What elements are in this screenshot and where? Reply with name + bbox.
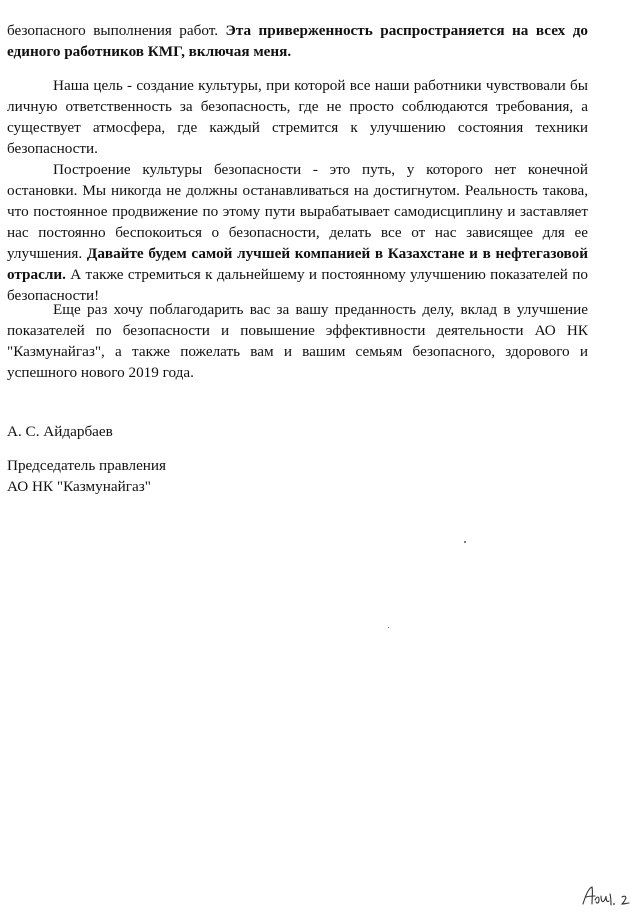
paragraph-3 [7,159,588,306]
paragraph-3-bold-text: Давайте будем самой лучшей компанией в Казахстане и в нефтегазовой отрасли. [7,245,588,283]
signatory-title-line-2: АО НК "Казмунайгаз" [7,478,151,495]
paragraph-4-text: Еще раз хочу поблагодарить вас за вашу преданность делу, вклад в улучшение показателей по безопасности и повышение эффективности деятельности АО НК "Казмунайгаз", а также пожелать вам и вашим семьям безопасного, здорового и успешного нового 2019 года. [7,301,588,381]
scan-speck [464,541,466,543]
handwritten-initials-icon [580,884,634,908]
paragraph-2 [7,75,588,159]
paragraph-2-text: Наша цель - создание культуры, при которой все наши работники чувствовали бы личную ответственность за безопасность, где не просто соблюдаются требования, а существует атмосфера, где каждый стремится к улучшению состояния техники безопасности. [7,77,588,157]
scan-speck [388,627,389,628]
paragraph-1-text: безопасного выполнения работ. [7,22,226,39]
paragraph-3-text-b: А также стремиться к дальнейшему и постоянному улучшению показателей по безопасности! [7,266,588,304]
paragraph-4 [7,299,588,383]
paragraph-3-text-a: Построение культуры безопасности - это путь, у которого нет конечной остановки. Мы никогда не должны останавливаться на достигнутом. Реальность такова, что постоянное продвижение по этому пути вырабатывает самодисциплину и заставляет нас постоянно беспокоиться о безопасности, делать все от нас зависящее для ее улучшения. [7,161,588,262]
signatory-title-line-1: Председатель правления [7,457,167,474]
paragraph-1 [7,20,588,62]
paragraph-1-bold-text: Эта приверженность распространяется на всех до единого работников КМГ, включая меня. [7,22,588,60]
signatory-name: А. С. Айдарбаев [7,423,113,440]
